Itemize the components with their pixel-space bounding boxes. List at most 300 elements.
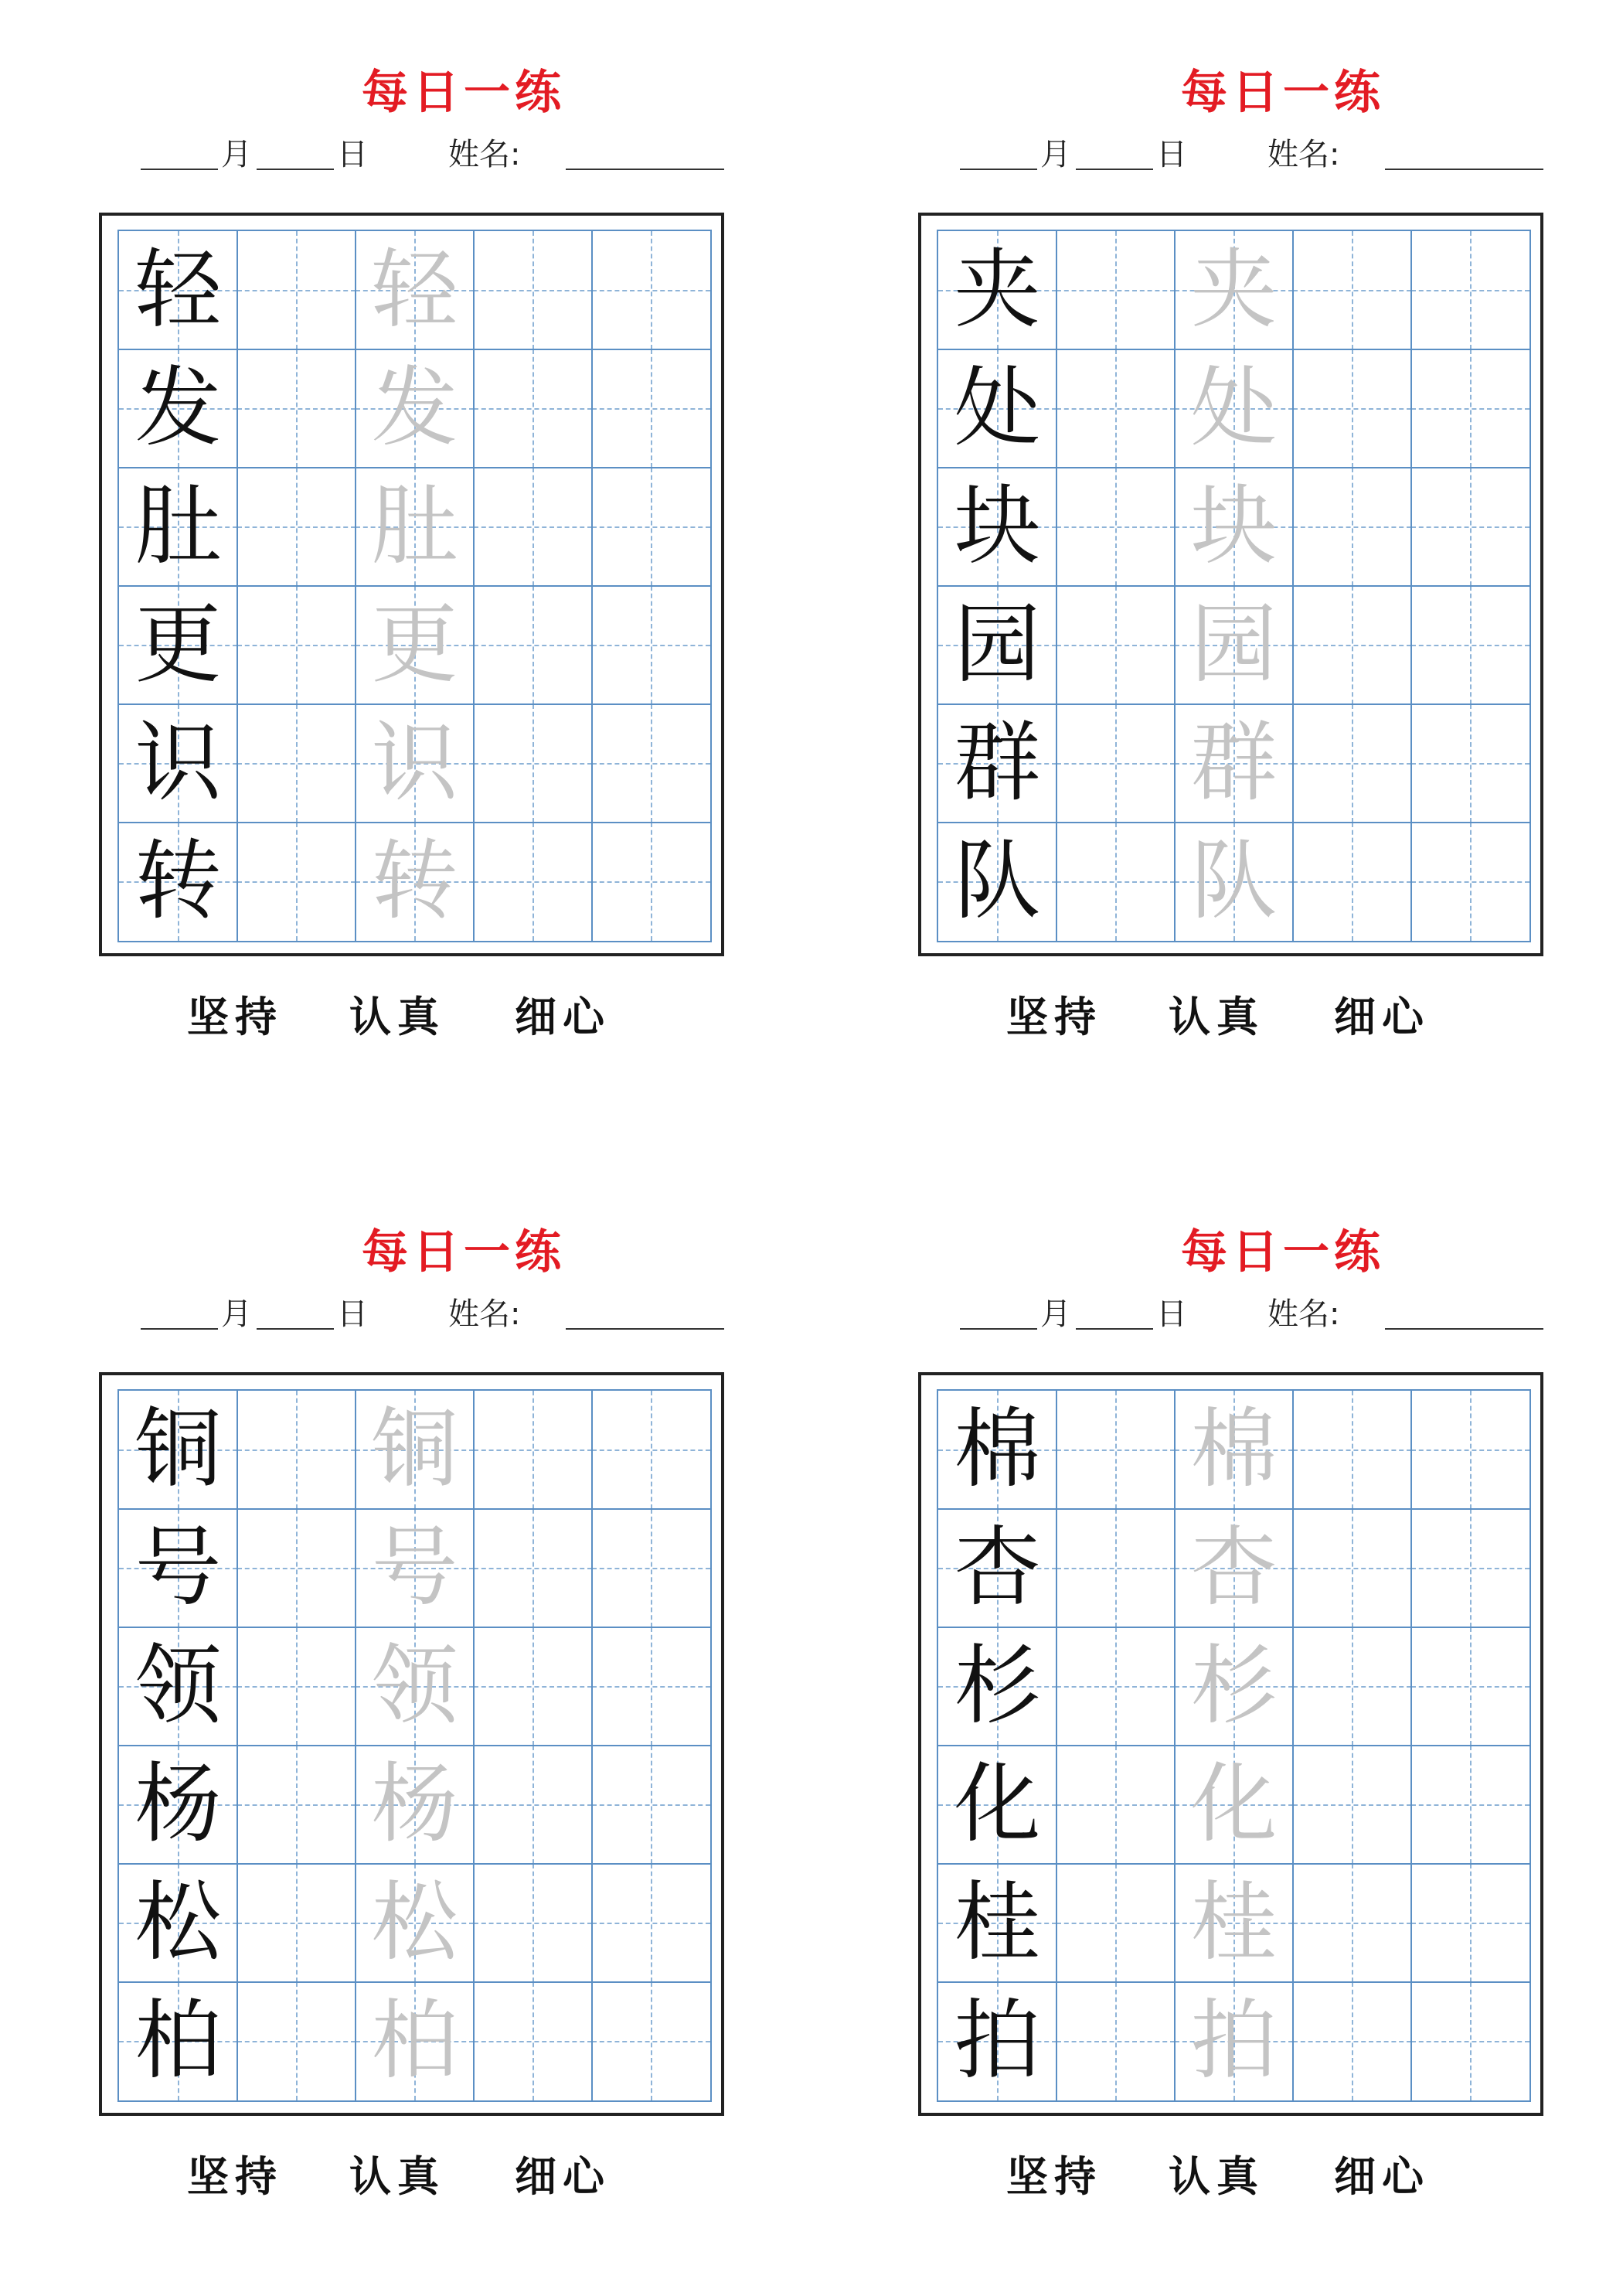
writing-cell[interactable] [1293, 1509, 1411, 1627]
grid-line-horizontal [119, 1863, 710, 1865]
grid-row [938, 1627, 1529, 1746]
writing-cell[interactable] [1411, 231, 1529, 349]
writing-cell[interactable] [237, 704, 356, 823]
writing-cell[interactable] [1056, 1391, 1175, 1509]
day-label: 日 [1156, 1296, 1187, 1332]
writing-cell[interactable] [1293, 349, 1411, 468]
guide-line-vertical [1352, 231, 1353, 349]
grid-row [938, 586, 1529, 704]
grid-line-horizontal [938, 1627, 1529, 1628]
guide-line-vertical [1115, 704, 1117, 823]
guide-line-vertical [1352, 586, 1353, 704]
guide-line-vertical [296, 1627, 298, 1746]
guide-line-vertical [1352, 1391, 1353, 1509]
motto-word: 细心 [1334, 992, 1430, 1041]
guide-line-vertical [296, 704, 298, 823]
model-cell [119, 231, 237, 349]
model-character: 杏 [954, 1518, 1041, 1618]
motto-word: 细心 [515, 992, 611, 1041]
trace-character: 铜 [371, 1399, 458, 1500]
guide-line-vertical [1470, 1391, 1472, 1509]
guide-line-vertical [1470, 1982, 1472, 2100]
grid-row [938, 1864, 1529, 1982]
writing-cell[interactable] [474, 1746, 592, 1864]
grid-row [938, 231, 1529, 349]
tianzige-grid [937, 230, 1531, 942]
writing-cell[interactable] [1411, 1391, 1529, 1509]
motto-word: 坚持 [187, 992, 283, 1041]
trace-cell [1175, 704, 1293, 823]
grid-row [938, 1746, 1529, 1864]
name-label: 姓名: [1267, 1296, 1340, 1332]
writing-cell[interactable] [592, 823, 710, 941]
writing-cell[interactable] [1411, 468, 1529, 586]
model-cell [119, 1627, 237, 1746]
practice-sheet [77, 62, 850, 1067]
writing-cell[interactable] [1293, 468, 1411, 586]
trace-cell [356, 1509, 474, 1627]
guide-line-vertical [296, 1982, 298, 2100]
guide-line-vertical [1352, 1509, 1353, 1627]
day-blank[interactable] [1076, 169, 1153, 170]
motto-word: 坚持 [1006, 992, 1102, 1041]
writing-cell[interactable] [1411, 1509, 1529, 1627]
month-blank[interactable] [960, 1328, 1037, 1330]
grid-line-vertical [1056, 1391, 1057, 2100]
month-label: 月 [221, 1296, 252, 1332]
day-blank[interactable] [257, 1328, 334, 1330]
writing-cell[interactable] [474, 349, 592, 468]
grid-line-vertical [236, 1391, 238, 2100]
writing-cell[interactable] [1056, 1509, 1175, 1627]
writing-cell[interactable] [474, 1509, 592, 1627]
trace-cell [1175, 468, 1293, 586]
grid-line-horizontal [938, 1863, 1529, 1865]
writing-cell[interactable] [237, 1982, 356, 2100]
writing-cell[interactable] [1293, 823, 1411, 941]
writing-cell[interactable] [1056, 1627, 1175, 1746]
sheet-title: 每日一练 [362, 66, 566, 120]
model-cell [938, 468, 1056, 586]
guide-line-vertical [651, 1864, 652, 1982]
motto-word: 细心 [1334, 2151, 1430, 2201]
guide-line-vertical [1470, 1746, 1472, 1864]
guide-line-vertical [651, 704, 652, 823]
guide-line-vertical [532, 468, 534, 586]
month-blank[interactable] [141, 1328, 218, 1330]
trace-character: 桂 [1190, 1872, 1278, 1973]
guide-line-vertical [532, 349, 534, 468]
day-label: 日 [337, 1296, 368, 1332]
trace-cell [356, 468, 474, 586]
guide-line-vertical [296, 823, 298, 941]
writing-cell[interactable] [237, 231, 356, 349]
model-character: 肚 [134, 476, 222, 577]
writing-cell[interactable] [1293, 231, 1411, 349]
writing-cell[interactable] [237, 468, 356, 586]
guide-line-vertical [532, 1509, 534, 1627]
guide-line-vertical [1470, 349, 1472, 468]
model-character: 发 [134, 358, 222, 458]
trace-character: 杏 [1190, 1518, 1278, 1618]
guide-line-vertical [1352, 704, 1353, 823]
guide-line-vertical [296, 1864, 298, 1982]
motto-word: 坚持 [1006, 2151, 1102, 2201]
writing-cell[interactable] [474, 231, 592, 349]
model-cell [119, 823, 237, 941]
model-cell [938, 823, 1056, 941]
model-character: 群 [954, 713, 1041, 813]
writing-cell[interactable] [592, 1391, 710, 1509]
name-blank[interactable] [1385, 1328, 1543, 1330]
trace-cell [1175, 1864, 1293, 1982]
grid-row [119, 1982, 710, 2100]
writing-cell[interactable] [474, 1982, 592, 2100]
model-cell [938, 1746, 1056, 1864]
writing-cell[interactable] [1411, 704, 1529, 823]
guide-line-vertical [532, 704, 534, 823]
writing-cell[interactable] [1293, 704, 1411, 823]
trace-character: 杉 [1190, 1636, 1278, 1736]
trace-character: 处 [1190, 358, 1278, 458]
name-blank[interactable] [1385, 169, 1543, 170]
grid-row [938, 823, 1529, 941]
writing-cell[interactable] [1056, 349, 1175, 468]
trace-cell [356, 823, 474, 941]
guide-line-vertical [532, 1391, 534, 1509]
motto-word: 认真 [349, 2151, 445, 2201]
guide-line-vertical [651, 1509, 652, 1627]
trace-character: 队 [1190, 831, 1278, 932]
trace-cell [356, 349, 474, 468]
writing-cell[interactable] [474, 586, 592, 704]
motto-word: 细心 [515, 2151, 611, 2201]
guide-line-vertical [651, 823, 652, 941]
model-character: 更 [134, 594, 222, 695]
grid-line-vertical [1174, 1391, 1176, 2100]
grid-line-horizontal [938, 1981, 1529, 1983]
writing-cell[interactable] [1293, 1391, 1411, 1509]
model-cell [938, 1627, 1056, 1746]
writing-cell[interactable] [1293, 1864, 1411, 1982]
grid-row [938, 349, 1529, 468]
writing-cell[interactable] [1056, 704, 1175, 823]
model-cell [119, 586, 237, 704]
guide-line-vertical [1470, 231, 1472, 349]
grid-line-horizontal [119, 349, 710, 350]
trace-character: 发 [371, 358, 458, 458]
model-character: 桂 [954, 1872, 1041, 1973]
grid-line-horizontal [938, 1508, 1529, 1510]
writing-cell[interactable] [474, 704, 592, 823]
grid-line-vertical [591, 1391, 593, 2100]
grid-row [938, 1391, 1529, 1509]
writing-cell[interactable] [474, 1864, 592, 1982]
motto-row [897, 986, 1565, 1048]
model-cell [119, 1982, 237, 2100]
guide-line-vertical [296, 586, 298, 704]
model-character: 队 [954, 831, 1041, 932]
name-blank[interactable] [566, 1328, 724, 1330]
grid-line-horizontal [938, 585, 1529, 587]
writing-cell[interactable] [1056, 1982, 1175, 2100]
trace-cell [1175, 231, 1293, 349]
grid-line-vertical [473, 1391, 475, 2100]
grid-line-horizontal [119, 467, 710, 468]
guide-line-vertical [1115, 1746, 1117, 1864]
guide-line-vertical [1352, 823, 1353, 941]
guide-line-vertical [1470, 468, 1472, 586]
writing-cell[interactable] [1293, 1746, 1411, 1864]
trace-character: 群 [1190, 713, 1278, 813]
trace-cell [1175, 349, 1293, 468]
writing-cell[interactable] [237, 823, 356, 941]
grid-line-horizontal [938, 703, 1529, 705]
sheet-title: 每日一练 [362, 1225, 566, 1279]
writing-cell[interactable] [1411, 1627, 1529, 1746]
sheet-title: 每日一练 [1181, 66, 1385, 120]
guide-line-vertical [532, 1746, 534, 1864]
model-character: 柏 [134, 1991, 222, 2091]
practice-grid-frame [918, 1372, 1543, 2116]
writing-cell[interactable] [474, 823, 592, 941]
writing-cell[interactable] [592, 349, 710, 468]
trace-cell [356, 1627, 474, 1746]
writing-cell[interactable] [1293, 1982, 1411, 2100]
model-cell [938, 704, 1056, 823]
writing-cell[interactable] [1056, 586, 1175, 704]
model-character: 杉 [954, 1636, 1041, 1736]
model-cell [119, 349, 237, 468]
writing-cell[interactable] [1411, 1864, 1529, 1982]
motto-row [897, 2145, 1565, 2207]
writing-cell[interactable] [1056, 1746, 1175, 1864]
writing-cell[interactable] [237, 349, 356, 468]
guide-line-vertical [651, 1746, 652, 1864]
model-character: 轻 [134, 240, 222, 340]
guide-line-vertical [1352, 1864, 1353, 1982]
practice-sheet [77, 1221, 850, 2226]
guide-line-vertical [296, 468, 298, 586]
model-cell [938, 586, 1056, 704]
grid-line-horizontal [119, 1508, 710, 1510]
month-blank[interactable] [141, 169, 218, 170]
guide-line-vertical [1470, 823, 1472, 941]
model-cell [119, 468, 237, 586]
grid-line-vertical [236, 231, 238, 941]
guide-line-vertical [1352, 468, 1353, 586]
guide-line-vertical [1470, 704, 1472, 823]
trace-character: 号 [371, 1518, 458, 1618]
guide-line-vertical [1115, 349, 1117, 468]
model-cell [119, 1864, 237, 1982]
month-blank[interactable] [960, 169, 1037, 170]
tianzige-grid [937, 1389, 1531, 2102]
guide-line-vertical [1115, 1864, 1117, 1982]
trace-cell [1175, 586, 1293, 704]
guide-line-vertical [1115, 823, 1117, 941]
day-label: 日 [1156, 137, 1187, 172]
guide-line-vertical [1115, 586, 1117, 704]
grid-row [938, 1982, 1529, 2100]
grid-line-horizontal [119, 822, 710, 823]
writing-cell[interactable] [592, 704, 710, 823]
grid-line-horizontal [938, 467, 1529, 468]
guide-line-vertical [1115, 231, 1117, 349]
grid-line-vertical [591, 231, 593, 941]
guide-line-vertical [651, 1627, 652, 1746]
grid-row [119, 349, 710, 468]
name-label: 姓名: [448, 137, 521, 172]
trace-character: 更 [371, 594, 458, 695]
trace-character: 夹 [1190, 240, 1278, 340]
grid-row [119, 1746, 710, 1864]
writing-cell[interactable] [1411, 586, 1529, 704]
model-character: 铜 [134, 1399, 222, 1500]
grid-row [119, 468, 710, 586]
writing-cell[interactable] [474, 468, 592, 586]
writing-cell[interactable] [1293, 1627, 1411, 1746]
trace-cell [356, 1864, 474, 1982]
writing-cell[interactable] [1056, 1864, 1175, 1982]
month-label: 月 [221, 137, 252, 172]
guide-line-vertical [296, 231, 298, 349]
grid-line-horizontal [938, 349, 1529, 350]
writing-cell[interactable] [237, 1864, 356, 1982]
trace-cell [356, 1391, 474, 1509]
guide-line-vertical [1470, 1509, 1472, 1627]
month-label: 月 [1040, 137, 1071, 172]
guide-line-vertical [651, 349, 652, 468]
writing-cell[interactable] [592, 1627, 710, 1746]
guide-line-vertical [651, 1982, 652, 2100]
motto-row [77, 986, 746, 1048]
guide-line-vertical [296, 1391, 298, 1509]
writing-cell[interactable] [1411, 1982, 1529, 2100]
trace-character: 园 [1190, 594, 1278, 695]
writing-cell[interactable] [237, 1391, 356, 1509]
trace-character: 识 [371, 713, 458, 813]
name-blank[interactable] [566, 169, 724, 170]
trace-cell [1175, 1391, 1293, 1509]
model-cell [119, 1509, 237, 1627]
grid-line-vertical [355, 231, 356, 941]
writing-cell[interactable] [592, 1982, 710, 2100]
writing-cell[interactable] [1056, 823, 1175, 941]
writing-cell[interactable] [592, 231, 710, 349]
model-character: 拍 [954, 1991, 1041, 2091]
guide-line-vertical [296, 1509, 298, 1627]
model-character: 园 [954, 594, 1041, 695]
model-character: 块 [954, 476, 1041, 577]
writing-cell[interactable] [1411, 349, 1529, 468]
trace-character: 柏 [371, 1991, 458, 2091]
guide-line-vertical [532, 1627, 534, 1746]
writing-cell[interactable] [1056, 231, 1175, 349]
writing-cell[interactable] [1056, 468, 1175, 586]
grid-line-vertical [1292, 231, 1294, 941]
trace-cell [356, 586, 474, 704]
guide-line-vertical [1470, 1864, 1472, 1982]
guide-line-vertical [651, 1391, 652, 1509]
motto-word: 认真 [1169, 992, 1264, 1041]
tianzige-grid [117, 1389, 712, 2102]
writing-cell[interactable] [1293, 586, 1411, 704]
trace-cell [1175, 1509, 1293, 1627]
writing-cell[interactable] [237, 586, 356, 704]
model-character: 转 [134, 831, 222, 932]
day-blank[interactable] [1076, 1328, 1153, 1330]
writing-cell[interactable] [237, 1746, 356, 1864]
month-label: 月 [1040, 1296, 1071, 1332]
grid-line-horizontal [119, 1745, 710, 1746]
model-character: 号 [134, 1518, 222, 1618]
trace-cell [356, 1982, 474, 2100]
writing-cell[interactable] [592, 468, 710, 586]
writing-cell[interactable] [1411, 823, 1529, 941]
writing-cell[interactable] [474, 1627, 592, 1746]
grid-line-vertical [1056, 231, 1057, 941]
guide-line-vertical [532, 823, 534, 941]
trace-cell [1175, 1627, 1293, 1746]
guide-line-vertical [296, 1746, 298, 1864]
guide-line-vertical [1115, 1982, 1117, 2100]
writing-cell[interactable] [474, 1391, 592, 1509]
writing-cell[interactable] [1411, 1746, 1529, 1864]
grid-line-vertical [1410, 1391, 1412, 2100]
practice-grid-frame [918, 213, 1543, 956]
grid-line-vertical [473, 231, 475, 941]
guide-line-vertical [651, 468, 652, 586]
sheet-title: 每日一练 [1181, 1225, 1385, 1279]
grid-row [938, 704, 1529, 823]
guide-line-vertical [1352, 349, 1353, 468]
day-blank[interactable] [257, 169, 334, 170]
writing-cell[interactable] [592, 586, 710, 704]
date-name-row [77, 130, 850, 176]
guide-line-vertical [1352, 1746, 1353, 1864]
date-name-row [77, 1289, 850, 1336]
writing-cell[interactable] [592, 1509, 710, 1627]
guide-line-vertical [1115, 1509, 1117, 1627]
trace-cell [356, 1746, 474, 1864]
writing-cell[interactable] [592, 1746, 710, 1864]
trace-character: 杨 [371, 1754, 458, 1855]
trace-character: 块 [1190, 476, 1278, 577]
trace-cell [1175, 823, 1293, 941]
trace-cell [356, 704, 474, 823]
trace-character: 转 [371, 831, 458, 932]
writing-cell[interactable] [237, 1627, 356, 1746]
grid-row [119, 1391, 710, 1509]
grid-line-horizontal [119, 703, 710, 705]
model-character: 化 [954, 1754, 1041, 1855]
guide-line-vertical [1352, 1627, 1353, 1746]
writing-cell[interactable] [592, 1864, 710, 1982]
grid-row [938, 468, 1529, 586]
model-cell [119, 1746, 237, 1864]
grid-row [119, 823, 710, 941]
grid-row [119, 704, 710, 823]
grid-line-horizontal [938, 1745, 1529, 1746]
model-cell [938, 349, 1056, 468]
motto-word: 坚持 [187, 2151, 283, 2201]
grid-line-vertical [1292, 1391, 1294, 2100]
trace-character: 化 [1190, 1754, 1278, 1855]
guide-line-vertical [651, 586, 652, 704]
grid-line-horizontal [938, 822, 1529, 823]
writing-cell[interactable] [237, 1509, 356, 1627]
